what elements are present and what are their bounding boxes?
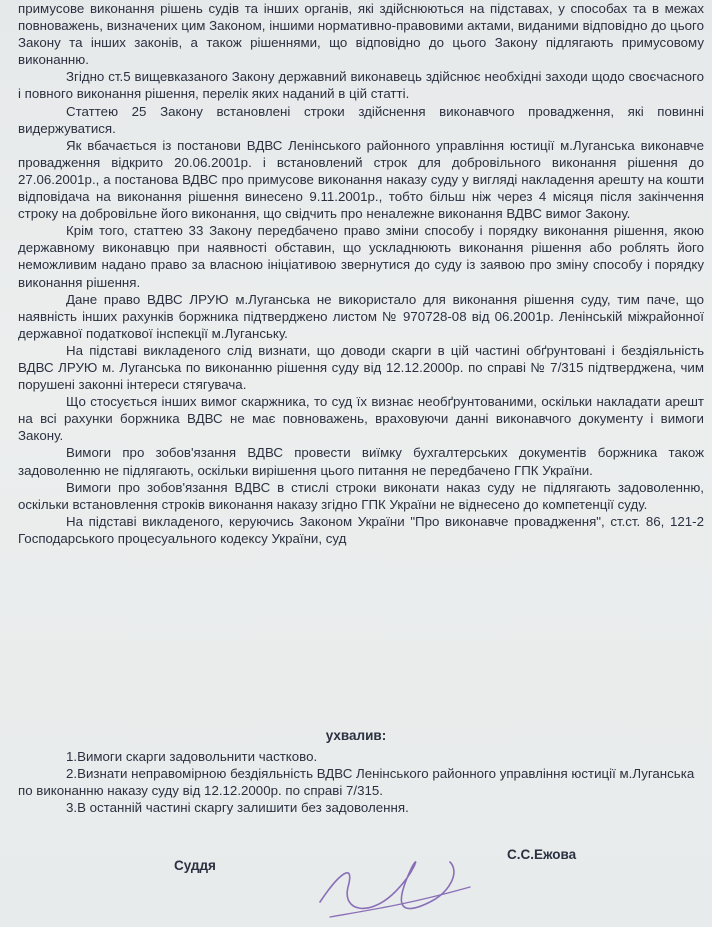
paragraph: примусове виконання рішень судів та інших органів, які здійснюються на підставах, у способах та в межах повноважень, визначених цим Законом, іншими нормативно-правовими актами, виданими відповідно до цього Закону та інших законів, а також рішеннями, що відповідно до цього Закону підлягають примусовому виконанню. xyxy=(18,1,704,68)
paragraph: Статтею 25 Закону встановлені строки здійснення виконавчого провадження, які повинні видержуватися. xyxy=(18,103,704,136)
paragraph: Згідно ст.5 вищевказаного Закону державний виконавець здійснює необхідні заходи щодо своєчасного і повного виконання рішення, перелік яких наданий в цій статті. xyxy=(18,69,704,102)
paragraph: Вимоги про зобов'язання ВДВС провести виїмку бухгалтерських документів боржника також задоволенню не підлягають, оскільки вирішення цього питання не передбачено ГПК України. xyxy=(18,445,704,478)
judge-signature xyxy=(300,832,490,927)
resolutions-list xyxy=(18,748,704,816)
judge-label: Суддя xyxy=(174,858,216,873)
judge-name: С.С.Ежова xyxy=(507,847,577,862)
paragraph: Що стосується інших вимог скаржника, то суд їх визнає необґрунтованими, оскільки накладати арешт на всі рахунки боржника ВДВС не має повноважень, враховуючи данні виконавчого документу і вимоги Закону. xyxy=(18,394,704,444)
resolution-item: 3.В останній частині скаргу залишити без задоволення. xyxy=(66,800,409,816)
paragraph: На підставі викладеного, керуючись Законом України "Про виконавче провадження", ст.ст. 86, 121-2 Господарського процесуального кодексу України, суд xyxy=(18,513,704,546)
resolution-item: 1.Вимоги скарги задовольнити частково. xyxy=(66,749,318,764)
paragraph: Дане право ВДВС ЛРУЮ м.Луганська не використало для виконання рішення суду, тим паче, що наявність інших рахунків боржника підтверджено листом № 970728-08 від 06.2001р. Ленінській міжрайонної державної податкової інспекції м.Луганську. xyxy=(18,291,704,341)
document-body xyxy=(18,0,704,547)
paragraph: Як вбачається із постанови ВДВС Ленінського районного управління юстиції м.Луганська виконавче провадження відкрито 20.06.2001р. і встановлений строк для добровільного виконання рішення до 27.06.2001р., а постанова ВДВС про примусове виконання наказу суду у вигляді накладення арешту на кошти відповідача на виконання рішення винесено 9.11.2001р., тобто більш ніж через 4 місяця після закінчення строку на добровільне його виконання, що свідчить про неналежне виконання ВДВС вимог Закону. xyxy=(18,137,704,222)
resolution-item: 2.Визнати неправомірною бездіяльність ВДВС Ленінського районного управління юстиції м.Луганська по виконанню наказу суду від 12.12.2000р. по справі 7/315. xyxy=(18,766,695,799)
paragraph: Крім того, статтею 33 Закону передбачено право зміни способу і порядку виконання рішення, якою державному виконавцю при наявності обставин, що ускладнюють виконання рішення або роблять його неможливим надано право за власною ініціативою звернутися до суду із заявою про зміну способу і порядку виконання рішення. xyxy=(18,223,704,290)
paragraph: На підставі викладеного слід визнати, що доводи скарги в цій частині обґрунтовані і бездіяльність ВДВС ЛРУЮ м. Луганська по виконанню рішення суду від 12.12.2000р. по справі № 7/315 підтверджена, чим порушені законні інтереси стягувача. xyxy=(18,342,704,393)
paragraph: Вимоги про зобов'язання ВДВС в стислі строки виконати наказ суду не підлягають задоволенню, оскільки встановлення строків виконання наказу згідно ГПК України не віднесено до компетенції суду. xyxy=(18,479,704,512)
resolved-heading: ухвалив: xyxy=(325,728,387,743)
